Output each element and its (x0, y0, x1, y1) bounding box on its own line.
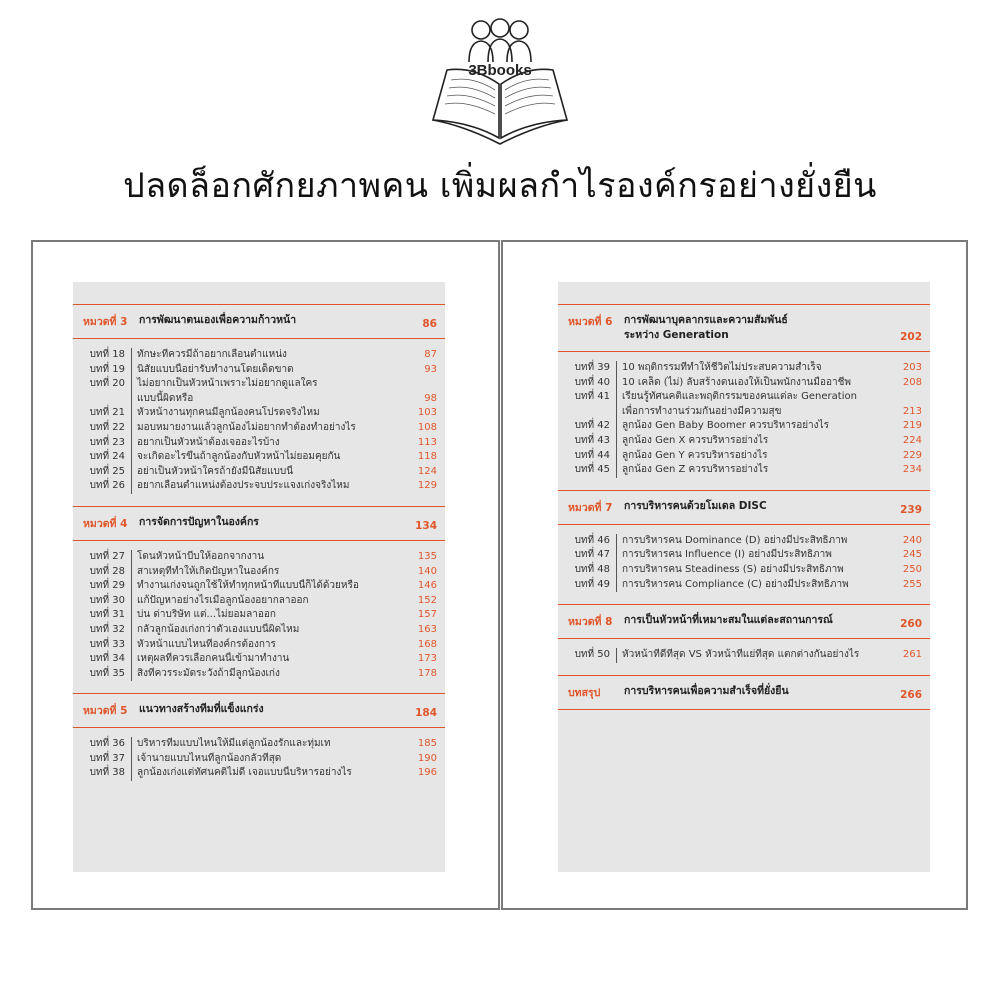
entry-title-line: โดนหัวหน้าบีบให้ออกจากงาน (137, 550, 265, 562)
chapter-page-number: 266 (900, 688, 922, 701)
entry-title (616, 578, 892, 593)
entry-page-number: 152 (417, 594, 437, 606)
toc-entry (81, 377, 437, 406)
entry-label: บทที่ 38 (89, 767, 125, 779)
entry-page-number: 129 (417, 480, 437, 492)
chapter-title-line: ระหว่าง Generation (624, 329, 729, 341)
entry-title-line: หัวหน้าแบบไหนที่องค์กรต้องการ (137, 638, 276, 650)
entry-page-number: 113 (417, 436, 437, 448)
entry-title (131, 638, 407, 653)
chapter-heading (73, 693, 445, 728)
chapter-items (73, 728, 445, 793)
entry-label: บทที่ 21 (89, 407, 125, 419)
entry-label: บทที่ 49 (574, 578, 610, 590)
entry-page-number: 219 (902, 420, 922, 432)
entry-label: บทที่ 25 (89, 465, 125, 477)
chapter-heading (558, 604, 930, 639)
entry-label: บทที่ 19 (89, 363, 125, 375)
entry-page-number: 168 (417, 638, 437, 650)
chapter-label: หมวดที่ 4 (83, 517, 128, 530)
entry-label: บทที่ 32 (89, 623, 125, 635)
entry-page-number: 196 (417, 767, 437, 779)
chapter-heading (73, 506, 445, 541)
entry-page-number: 98 (424, 392, 437, 404)
entry-label: บทที่ 37 (89, 752, 125, 764)
toc-entry (81, 608, 437, 623)
toc-left (73, 282, 445, 872)
entry-title-line: หัวหน้างานทุกคนมีลูกน้องคนโปรดจริงไหม (137, 407, 320, 419)
chapter-title-line: การพัฒนาบุคลากรและความสัมพันธ์ (624, 314, 788, 326)
toc-entry (81, 406, 437, 421)
entry-title-line: หัวหน้าที่ดีที่สุด VS หัวหน้าที่แย่ที่สุด แตกต่างกันอย่างไร (622, 649, 860, 661)
entry-title (131, 363, 407, 378)
chapter-items (73, 339, 445, 506)
toc-entry (81, 667, 437, 682)
entry-title (131, 766, 407, 781)
entry-label: บทที่ 18 (89, 349, 125, 360)
headline: ปลดล็อกศักยภาพคน เพิ่มผลกำไรองค์กรอย่างยั่งยืน (123, 166, 877, 206)
entry-title (616, 376, 892, 391)
toc-entry (81, 465, 437, 480)
entry-title (131, 550, 407, 565)
entry-label: บทที่ 23 (89, 436, 125, 448)
entry-title-line: เรียนรู้ทัศนคติและพฤติกรรมของคนแต่ละ Generation (622, 391, 857, 403)
entry-title-line: อย่าเป็นหัวหน้าใครถ้ายังมีนิสัยแบบนี้ (137, 465, 294, 477)
chapter-items (558, 639, 930, 675)
chapter-page-number: 202 (900, 331, 922, 343)
entry-title-line: ลูกน้อง Gen Baby Boomer ควรบริหารอย่างไร (622, 420, 829, 432)
entry-label: บทที่ 34 (89, 653, 125, 665)
entry-label: บทที่ 45 (574, 464, 610, 476)
entry-label: บทที่ 48 (574, 563, 610, 575)
entry-label: บทที่ 35 (89, 667, 125, 679)
chapter-title-line: การบริหารคนด้วยโมเดล DISC (624, 499, 767, 512)
entry-label: บทที่ 50 (574, 649, 610, 661)
chapter-title-line: การพัฒนาตนเองเพื่อความก้าวหน้า (139, 314, 297, 326)
toc-entry (81, 652, 437, 667)
chapter-page-number: 260 (900, 618, 922, 631)
entry-page-number: 146 (417, 580, 437, 592)
entry-label: บทที่ 41 (574, 391, 610, 403)
entry-title-line: แก้ปัญหาอย่างไรเมื่อลูกน้องอยากลาออก (137, 594, 309, 606)
toc-entry (566, 548, 922, 563)
entry-label: บทที่ 36 (89, 738, 125, 750)
entry-title-line: ลูกน้อง Gen Z ควรบริหารอย่างไร (622, 464, 769, 476)
chapter-items (558, 525, 930, 604)
entry-label: บทที่ 44 (574, 449, 610, 461)
entry-title (131, 667, 407, 682)
entry-label: บทที่ 42 (574, 420, 610, 432)
entry-title (131, 479, 407, 494)
entry-title (616, 419, 892, 434)
chapter-label: หมวดที่ 7 (568, 501, 613, 514)
entry-page-number: 261 (902, 649, 922, 661)
entry-page-number: 118 (417, 451, 437, 463)
entry-title (616, 534, 892, 549)
toc-right (558, 282, 930, 872)
toc-entry (81, 737, 437, 752)
entry-title-line: แบบนี้ผิดหรือ (137, 392, 194, 404)
entry-page-number: 213 (902, 405, 922, 417)
entry-page-number: 157 (417, 609, 437, 621)
chapter-title (624, 684, 892, 699)
entry-title (131, 421, 407, 436)
chapter-items (73, 541, 445, 693)
toc-entry (81, 348, 437, 363)
entry-title-line: การบริหารคน Steadiness (S) อย่างมีประสิทธิภาพ (622, 563, 844, 575)
logo-text: 3Bbooks (468, 62, 532, 79)
entry-title (131, 465, 407, 480)
entry-title (131, 752, 407, 767)
entry-title (131, 652, 407, 667)
toc-entry (566, 376, 922, 391)
chapter-title (139, 313, 407, 328)
toc-entry (81, 752, 437, 767)
chapter-page-number: 86 (422, 318, 437, 330)
publisher-logo (425, 10, 575, 155)
right-page (501, 240, 968, 910)
toc-entry (81, 421, 437, 436)
entry-title (131, 594, 407, 609)
entry-title (616, 361, 892, 376)
entry-title-line: 10 พฤติกรรมที่ทำให้ชีวิตไม่ประสบความสำเร็จ (622, 362, 822, 373)
toc-entry (566, 361, 922, 376)
chapter-title (624, 313, 892, 343)
entry-title-line: ลูกน้อง Gen Y ควรบริหารอย่างไร (622, 449, 768, 461)
entry-page-number: 240 (902, 534, 922, 546)
entry-title-line: เพื่อการทำงานร่วมกันอย่างมีความสุข (622, 405, 782, 417)
chapter-title-line: แนวทางสร้างทีมที่แข็งแกร่ง (139, 703, 264, 716)
toc-entry (81, 579, 437, 594)
entry-page-number: 140 (417, 565, 437, 577)
entry-label: บทที่ 22 (89, 421, 125, 433)
toc-entry (81, 623, 437, 638)
chapter-page-number: 184 (415, 707, 437, 720)
book-people-icon (425, 10, 575, 155)
entry-title (616, 463, 892, 478)
toc-entry (566, 449, 922, 464)
chapter-page-number: 134 (415, 519, 437, 532)
left-page (31, 240, 500, 910)
entry-page-number: 208 (902, 376, 922, 388)
entry-title (131, 377, 407, 406)
entry-page-number: 185 (417, 738, 437, 750)
entry-title-line: บริหารทีมแบบไหนให้มีแต่ลูกน้องรักและทุ่มเท (137, 738, 331, 750)
entry-title-line: การบริหารคน Influence (I) อย่างมีประสิทธิภาพ (622, 549, 832, 561)
chapter-title-line: การบริหารคนเพื่อความสำเร็จที่ยั่งยืน (624, 684, 789, 697)
entry-title-line: จะเกิดอะไรขึ้นถ้าลูกน้องกับหัวหน้าไม่ยอมคุยกัน (137, 451, 341, 463)
entry-title-line: ไม่อยากเป็นหัวหน้าเพราะไม่อยากดูแลใคร (137, 378, 318, 390)
chapter-title (624, 613, 892, 628)
entry-page-number: 234 (902, 464, 922, 476)
entry-page-number: 245 (902, 549, 922, 561)
entry-page-number: 163 (417, 623, 437, 635)
entry-title-line: เจ้านายแบบไหนที่ลูกน้องกลัวที่สุด (137, 752, 282, 764)
chapter-heading (73, 304, 445, 339)
entry-title (131, 608, 407, 623)
entry-title (616, 449, 892, 464)
entry-title-line: มอบหมายงานแล้วลูกน้องไม่อยากทำต้องทำอย่างไร (137, 421, 356, 433)
entry-page-number: 250 (902, 563, 922, 575)
entry-page-number: 229 (902, 449, 922, 461)
entry-title (131, 348, 407, 363)
toc-entry (81, 766, 437, 781)
toc-entry (81, 479, 437, 494)
chapter-heading (558, 490, 930, 525)
entry-title (131, 565, 407, 580)
toc-entry (81, 450, 437, 465)
entry-title-line: นิสัยแบบนี้อย่ารับทำงานโดยเด็ดขาด (137, 363, 294, 375)
chapter-heading (558, 304, 930, 352)
entry-label: บทที่ 24 (89, 451, 125, 463)
entry-title-line: สาเหตุที่ทำให้เกิดปัญหาในองค์กร (137, 565, 280, 577)
entry-title-line: อยากเลื่อนตำแหน่งต้องประจบประแจงเก่งจริงไหม (137, 480, 350, 492)
entry-page-number: 255 (902, 578, 922, 590)
entry-title-line: อยากเป็นหัวหน้าต้องเจออะไรบ้าง (137, 436, 280, 448)
entry-title-line: เหตุผลที่ควรเลือกคนนี้เข้ามาทำงาน (137, 653, 290, 665)
chapter-title (139, 702, 407, 717)
entry-page-number: 124 (417, 465, 437, 477)
entry-page-number: 203 (902, 362, 922, 373)
entry-title (616, 548, 892, 563)
entry-title (616, 390, 892, 419)
entry-title (616, 434, 892, 449)
entry-page-number: 224 (902, 434, 922, 446)
chapter-label: บทสรุป (568, 686, 601, 699)
entry-label: บทที่ 46 (574, 534, 610, 546)
entry-title-line: สิ่งที่ควรระมัดระวังถ้ามีลูกน้องเก่ง (137, 667, 280, 679)
entry-label: บทที่ 30 (89, 594, 125, 606)
toc-entry (81, 436, 437, 451)
chapter-label: หมวดที่ 5 (83, 705, 128, 718)
chapter-heading (558, 675, 930, 710)
toc-entry (81, 363, 437, 378)
chapter-label: หมวดที่ 8 (568, 616, 613, 629)
entry-page-number: 178 (417, 667, 437, 679)
entry-label: บทที่ 20 (89, 378, 125, 390)
entry-title-line: ทักษะที่ควรมีถ้าอยากเลื่อนตำแหน่ง (137, 349, 287, 360)
toc-entry (566, 534, 922, 549)
toc-entry (566, 434, 922, 449)
entry-label: บทที่ 39 (574, 362, 610, 373)
entry-label: บทที่ 29 (89, 580, 125, 592)
entry-page-number: 173 (417, 653, 437, 665)
toc-entry (81, 565, 437, 580)
entry-label: บทที่ 27 (89, 550, 125, 562)
toc-entry (566, 390, 922, 419)
chapter-title-line: การเป็นหัวหน้าที่เหมาะสมในแต่ละสถานการณ์ (624, 614, 833, 627)
entry-label: บทที่ 47 (574, 549, 610, 561)
chapter-title (624, 499, 892, 514)
entry-page-number: 108 (417, 421, 437, 433)
entry-label: บทที่ 26 (89, 480, 125, 492)
entry-label: บทที่ 31 (89, 609, 125, 621)
entry-page-number: 135 (417, 550, 437, 562)
toc-entry (566, 563, 922, 578)
entry-title-line: การบริหารคน Dominance (D) อย่างมีประสิทธิภาพ (622, 534, 848, 546)
entry-title (616, 648, 892, 663)
entry-label: บทที่ 43 (574, 434, 610, 446)
entry-title (131, 623, 407, 638)
entry-title (131, 737, 407, 752)
entry-title (131, 450, 407, 465)
entry-title-line: ลูกน้อง Gen X ควรบริหารอย่างไร (622, 434, 769, 446)
entry-page-number: 103 (417, 407, 437, 419)
entry-title-line: ทำงานเก่งจนถูกใช้ให้ทำทุกหน้าที่แบบนี้ก็ได้ด้วยหรือ (137, 580, 359, 592)
entry-title (616, 563, 892, 578)
chapter-label: หมวดที่ 3 (83, 316, 128, 328)
entry-title (131, 406, 407, 421)
entry-title-line: การบริหารคน Compliance (C) อย่างมีประสิทธิภาพ (622, 578, 849, 590)
chapter-title (139, 515, 407, 530)
toc-entry (81, 638, 437, 653)
entry-page-number: 87 (424, 349, 437, 360)
toc-entry (566, 463, 922, 478)
entry-title (131, 436, 407, 451)
chapter-label: หมวดที่ 6 (568, 316, 613, 328)
entry-page-number: 190 (417, 752, 437, 764)
entry-title-line: 10 เคล็ด (ไม่) ลับสร้างตนเองให้เป็นพนักงานมืออาชีพ (622, 376, 851, 388)
entry-label: บทที่ 40 (574, 376, 610, 388)
entry-title-line: บ่น ด่าบริษัท แต่...ไม่ยอมลาออก (137, 609, 276, 621)
entry-title (131, 579, 407, 594)
chapter-page-number: 239 (900, 503, 922, 516)
chapter-items (558, 352, 930, 490)
toc-entry (566, 648, 922, 663)
entry-label: บทที่ 33 (89, 638, 125, 650)
chapter-title-line: การจัดการปัญหาในองค์กร (139, 515, 259, 528)
entry-label: บทที่ 28 (89, 565, 125, 577)
toc-entry (81, 594, 437, 609)
entry-title-line: ลูกน้องเก่งแต่ทัศนคติไม่ดี เจอแบบนี้บริหารอย่างไร (137, 767, 352, 779)
entry-page-number: 93 (424, 363, 437, 375)
toc-entry (566, 578, 922, 593)
entry-title-line: กลัวลูกน้องเก่งกว่าตัวเองแบบนี้ผิดไหม (137, 623, 300, 635)
toc-entry (81, 550, 437, 565)
toc-entry (566, 419, 922, 434)
